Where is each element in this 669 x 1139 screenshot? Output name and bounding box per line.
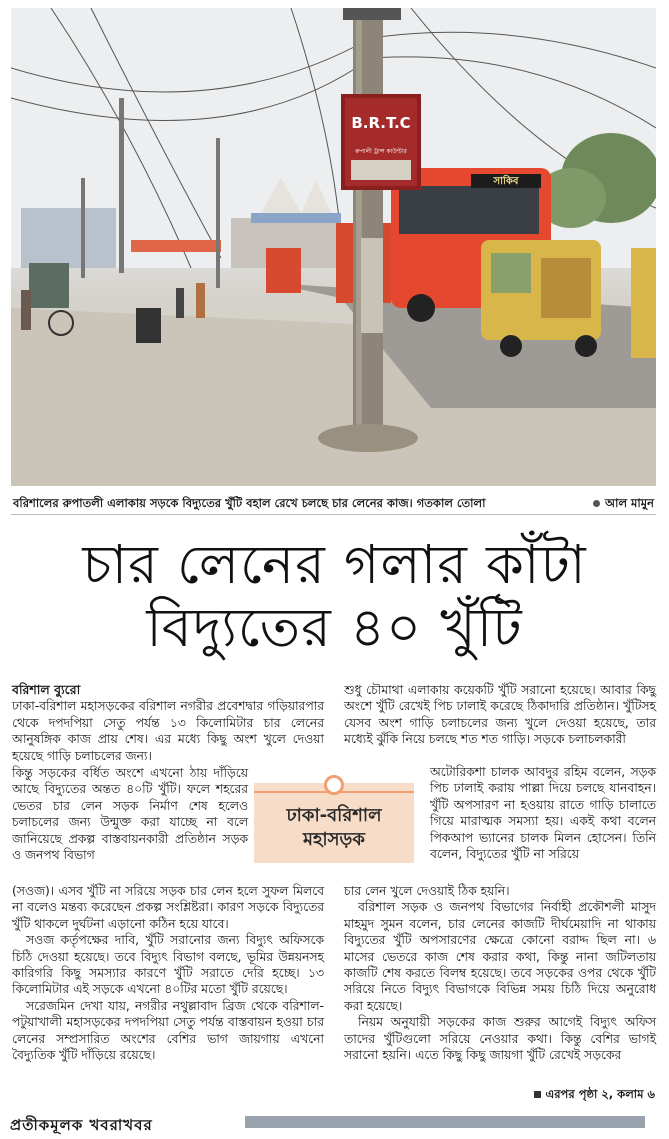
circle-icon [324,775,344,795]
photo-credit [593,492,654,514]
pullquote-line-2: মহাসড়ক [302,829,365,850]
paragraph-3: সরেজমিন দেখা যায়, নগরীর নথুল্লাবাদ ব্রিজ থেকে বরিশাল-পটুয়াখালী মহাসড়কের দপদপিয়া সেতু পর্যন্ত বাস্তবায়ন হওয়া চার লেনের সম্প্রসারিত অংশের বেশির ভাগ জায়গায় এখনো বৈদ্যুতিক খুঁটি দাঁড়িয়ে রয়েছে। [12,998,324,1063]
photo-caption [11,492,656,515]
svg-text:রুপালী ট্রান্স কাউন্টার: রুপালী ট্রান্স কাউন্টার [355,148,407,155]
article-column-2-top [344,682,656,748]
article-column-1-bottom [12,883,324,1063]
headline-line-1: চার লেনের গলার কাঁটা [82,533,587,596]
col2-paragraph-1: শুধু চৌমাথা এলাকায় কয়েকটি খুঁটি সরানো হয়েছে। আবার কিছু অংশে খুঁটি রেখেই পিচ ঢালাই করেছে ঠিকাদারি প্রতিষ্ঠান। খুঁটিসহ যেসব অংশ গাড়ি চলাচলের জন্য খুলে দেওয়া হয়েছে, তার মধ্যেই ঝুঁকি নিয়ে চলছে শত শত গাড়ি। সড়কে চলাচলকারী [344,683,656,747]
next-article-banner [245,1116,645,1128]
col2-paragraph-2: বরিশাল সড়ক ও জনপথ বিভাগের নির্বাহী প্রকৌশলী মাসুদ মাহমুদ সুমন বলেন, চার লেনের কাজটি দীর্ঘমেয়াদি না থাকায় বিদ্যুতের খুঁটি অপসারণের ক্ষেত্রে কোনো বরাদ্দ ছিল না। ৬ মাসের ভেতরে কাজ শেষ করার কথা, কিন্তু নানা জটিলতায় কাজটি শেষ করতে বিলম্ব হয়েছে। তবে সড়কের ওপর থেকে খুঁটি সরিয়ে নিতে বিদ্যুৎ বিভাগকে বিভিন্ন সময় চিঠি দিয়ে অনুরোধ করা হয়েছে। [344,900,656,1013]
brtc-sign-illustration [341,94,421,190]
caption-text: বরিশালের রুপাতলী এলাকায় সড়কে বিদ্যুতের খুঁটি বহাল রেখে চলছে চার লেনের কাজ। গতকাল তোলা [13,496,486,510]
credit-name: আল মামুন [605,496,654,510]
svg-text:সাকিব: সাকিব [493,176,519,187]
next-article-title: প্রতীকমূলক খবরাখবর [10,1116,153,1134]
byline: বরিশাল ব্যুরো [12,682,81,697]
col2-paragraph-3: নিয়ম অনুযায়ী সড়কের কাজ শুরুর আগেই বিদ্যুৎ অফিস তাদের খুঁটিগুলো সরিয়ে নেওয়ার কথা। কিন্তু বেশির ভাগই সরানো হয়নি। এতে কিছু কিছু জায়গা খুঁটি রেখেই সড়কের [344,1015,656,1063]
pullquote-box [254,783,414,863]
article-column-1-top [12,682,324,764]
headline-line-2: বিদ্যুতের ৪০ খুঁটি [146,596,523,659]
square-icon [534,1091,541,1098]
pullquote-line-1: ঢাকা-বরিশাল [286,805,382,826]
bullet-icon [593,500,600,507]
continuation-reference [534,1086,655,1105]
svg-text:B.R.T.C: B.R.T.C [351,114,411,132]
article-column-2-wrap: অটোরিকশা চালক আবদুর রহিম বলেন, সড়ক পিচ ঢালাই করায় পাল্লা দিয়ে চলছে যানবাহন। খুঁটি অপসারণ না হওয়ায় রাতে গাড়ি চালাতে গিয়ে মারাত্মক সমস্যা হয়। একই কথা বলেন পিকআপ ভ্যানের চালক মিলন হোসেন। তিনি বলেন, বিদ্যুতের খুঁটি না সরিয়ে [430,765,656,862]
street-photo-illustration [11,8,656,486]
intro-paragraph: ঢাকা-বরিশাল মহাসড়কের বরিশাল নগরীর প্রবেশদ্বার গড়িয়ারপার থেকে দপদপিয়া সেতু পর্যন্ত ১৩ কিলোমিটার চার লেনের আনুষঙ্গিক কাজ প্রায় শেষ। এর মধ্যে কিছু অংশ খুলে দেওয়া হয়েছে গাড়ি চলাচলের জন্য। [12,699,324,763]
news-photo [11,8,656,486]
next-article-strip [0,1114,669,1134]
continuation-text: এরপর পৃষ্ঠা ২, কলাম ৬ [545,1087,655,1101]
paragraph-1-end: (সওজ)। এসব খুঁটি না সরিয়ে সড়ক চার লেন হলে সুফল মিলবে না বলেও মন্তব্য করেছেন প্রকল্প সংশ্লিষ্টরা। কারণ সড়কে বিদ্যুতের খুঁটি থাকলে দুর্ঘটনা এড়ানো কঠিন হয়ে যাবে। [12,884,324,931]
article-column-1-wrap: কিন্তু সড়কের বর্ধিত অংশে এখনো ঠায় দাঁড়িয়ে আছে বিদ্যুতের অন্তত ৪০টি খুঁটি। ফলে শহরের ভেতর চার লেন সড়ক নির্মাণ শেষ হলেও চলাচলের জন্য উন্মুক্ত করা যাচ্ছে না বলে জানিয়েছে প্রকল্প বাস্তবায়নকারী প্রতিষ্ঠান সড়ক ও জনপথ বিভাগ [12,766,248,863]
article-column-2-bottom [344,883,656,1063]
paragraph-2: সওজ কর্তৃপক্ষের দাবি, খুঁটি সরানোর জন্য বিদ্যুৎ অফিসকে চিঠি দেওয়া হয়েছে। তবে বিদ্যুৎ বিভাগ বলছে, ভূমির উন্নয়নসহ কারিগরি কিছু সমস্যার কারণে খুঁটি সরাতে দেরি হচ্ছে। ১৩ কিলোমিটার এই সড়কে এখনো ৪০টির মতো খুঁটি রয়েছে। [12,933,324,997]
col2-paragraph-1-end: চার লেন খুলে দেওয়াই ঠিক হয়নি। [344,884,510,898]
